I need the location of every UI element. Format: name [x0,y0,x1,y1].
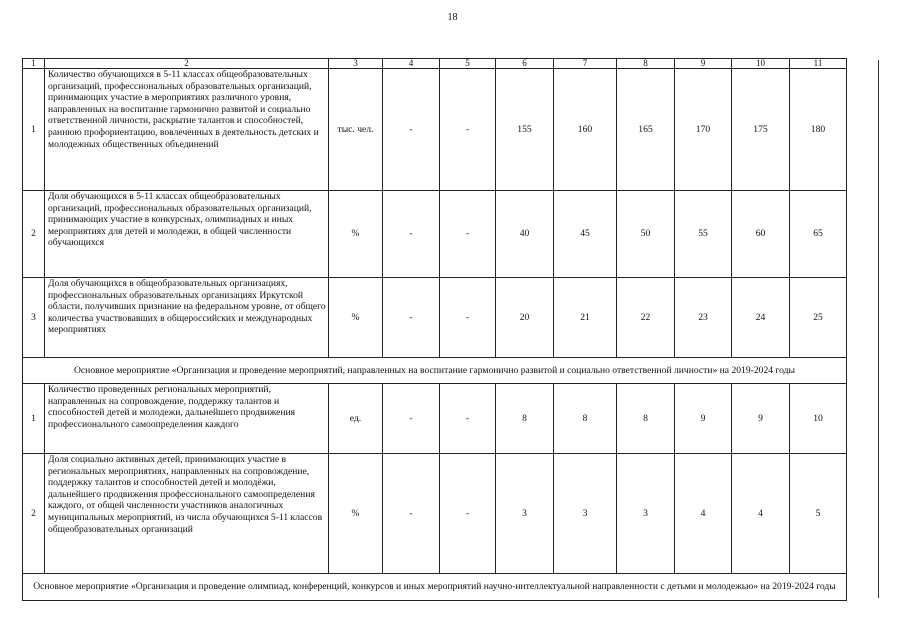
value-cell: 50 [617,191,675,278]
table-row [23,384,847,454]
value-cell: - [383,454,440,574]
value-cell: 23 [675,278,732,358]
column-header: 2 [45,59,329,69]
page-number: 18 [447,12,458,23]
row-number: 2 [23,454,45,574]
column-number-row [23,59,847,69]
page-border-line [878,60,879,598]
section-row [23,574,847,601]
indicators-table [22,58,847,601]
value-cell: 25 [790,278,847,358]
table-row [23,191,847,278]
row-number: 2 [23,191,45,278]
value-cell: 10 [790,384,847,454]
unit-cell: ед. [329,384,383,454]
value-cell: 165 [617,69,675,191]
value-cell: - [440,191,496,278]
value-cell: 8 [617,384,675,454]
indicator-description: Доля обучающихся в 5-11 классах общеобразовательных организаций, профессиональных образовательных организаций, принимающих участие в конкурсных, олимпиадных и иных мероприятиях для детей и молодежи, в общей численности обучающихся [45,191,329,278]
value-cell: 60 [732,191,790,278]
value-cell: 20 [496,278,554,358]
value-cell: 45 [554,191,617,278]
section-heading: Основное мероприятие «Организация и проведение олимпиад, конференций, конкурсов и иных мероприятий научно-интеллектуальной направленности с детьми и молодежью» на 2019-2024 годы [23,574,847,601]
row-number: 3 [23,278,45,358]
value-cell: 8 [554,384,617,454]
column-header: 7 [554,59,617,69]
value-cell: 3 [496,454,554,574]
value-cell: - [383,278,440,358]
value-cell: - [440,454,496,574]
indicator-description: Количество обучающихся в 5-11 классах общеобразовательных организаций, профессиональных образовательных организаций, принимающих участие в мероприятиях различного уровня, направленных на воспитание гармонично развитой и социально ответственной личности, раскрытие талантов и способностей, раннюю профориентацию, вовлеченных в деятельность детских и молодежных общественных объединений [45,69,329,191]
value-cell: - [383,69,440,191]
value-cell: - [383,191,440,278]
table-row [23,454,847,574]
row-number: 1 [23,69,45,191]
value-cell: - [440,278,496,358]
column-header: 8 [617,59,675,69]
value-cell: 65 [790,191,847,278]
value-cell: 22 [617,278,675,358]
value-cell: - [440,69,496,191]
column-header: 9 [675,59,732,69]
value-cell: 170 [675,69,732,191]
value-cell: 3 [617,454,675,574]
value-cell: 24 [732,278,790,358]
row-number: 1 [23,384,45,454]
indicator-description: Доля обучающихся в общеобразовательных организациях, профессиональных образовательных организациях Иркутской области, получивших признание на федеральном уровне, от общего количества участвовавших в общероссийских и международных мероприятиях [45,278,329,358]
column-header: 1 [23,59,45,69]
value-cell: 175 [732,69,790,191]
section-heading: Основное мероприятие «Организация и проведение мероприятий, направленных на воспитание гармонично развитой и социально ответственной личности» на 2019-2024 годы [23,358,847,384]
value-cell: 4 [675,454,732,574]
column-header: 3 [329,59,383,69]
unit-cell: тыс. чел. [329,69,383,191]
value-cell: 8 [496,384,554,454]
indicator-description: Количество проведенных региональных мероприятий, направленных на сопровождение, поддержку талантов и способностей детей и молодежи, дальнейшего продвижения профессионального самоопределения каждого [45,384,329,454]
unit-cell: % [329,454,383,574]
column-header: 10 [732,59,790,69]
value-cell: 160 [554,69,617,191]
column-header: 11 [790,59,847,69]
table-row [23,278,847,358]
indicator-description: Доля социально активных детей, принимающих участие в региональных мероприятиях, направленных на сопровождение, поддержку талантов и способностей детей и молодёжи, дальнейшего продвижения профессионального самоопределения каждого, от общей численности участников аналогичных муниципальных мероприятий, из числа обучающихся 5-11 классов общеобразовательных организаций [45,454,329,574]
value-cell: 3 [554,454,617,574]
value-cell: 9 [675,384,732,454]
value-cell: 155 [496,69,554,191]
value-cell: - [440,384,496,454]
column-header: 5 [440,59,496,69]
table-row [23,69,847,191]
value-cell: 21 [554,278,617,358]
value-cell: 5 [790,454,847,574]
unit-cell: % [329,278,383,358]
value-cell: 4 [732,454,790,574]
section-row [23,358,847,384]
value-cell: 9 [732,384,790,454]
value-cell: 180 [790,69,847,191]
value-cell: 55 [675,191,732,278]
value-cell: 40 [496,191,554,278]
value-cell: - [383,384,440,454]
column-header: 4 [383,59,440,69]
unit-cell: % [329,191,383,278]
column-header: 6 [496,59,554,69]
